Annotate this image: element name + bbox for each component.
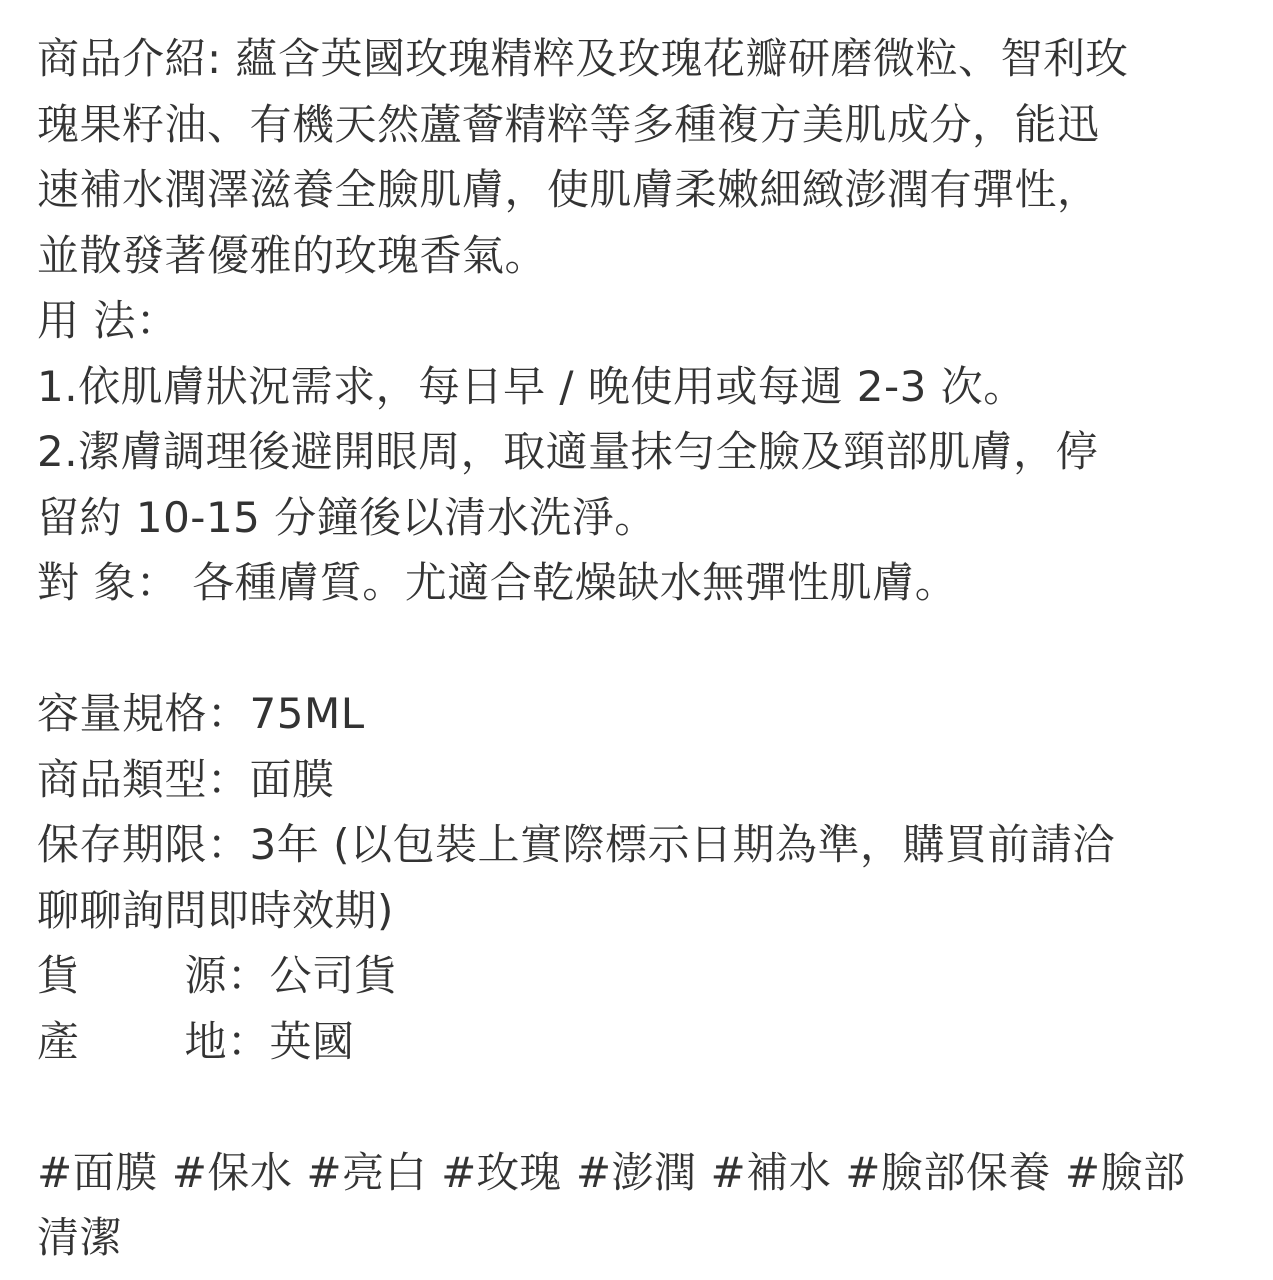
spec-origin-label-a: 產: [37, 1016, 80, 1066]
usage-step-1: 1.依肌膚狀況需求，每日早 / 晚使用或每週 2-3 次。: [37, 361, 1026, 411]
hashtag-list: [37, 1140, 1242, 1206]
hashtag[interactable]: #玫瑰: [441, 1147, 562, 1197]
intro-line-3: 速補水潤澤滋養全臉肌膚，使肌膚柔嫩細緻澎潤有彈性，: [37, 165, 1100, 214]
spec-source-label-b: 源: [184, 951, 227, 1000]
hashtag-cont[interactable]: 清潔: [37, 1213, 123, 1262]
spec-type-label: 商品類型: [37, 754, 208, 804]
usage-step-2-cont: 留約 10-15 分鐘後以清水洗淨。: [37, 492, 657, 542]
target-skin: 對 象： 各種膚質。尤適合乾燥缺水無彈性肌膚。: [37, 558, 958, 607]
spec-type: [37, 747, 1242, 813]
spec-shelf-life-value-cont: 聊聊詢問即時效期): [37, 885, 394, 935]
intro-line-4: 並散發著優雅的玫瑰香氣。: [37, 230, 548, 280]
spec-separator: ：: [207, 689, 250, 738]
spec-type-value: 面膜: [249, 754, 335, 804]
usage-step-2: 2.潔膚調理後避開眼周，取適量抹勻全臉及頸部肌膚，停: [37, 427, 1099, 476]
hashtag[interactable]: #澎潤: [575, 1147, 697, 1197]
spacer: [37, 616, 1242, 682]
hashtag[interactable]: #保水: [171, 1147, 293, 1197]
spec-separator: ：: [207, 754, 250, 804]
spec-shelf-life: [37, 812, 1242, 878]
spec-source-value: 公司貨: [269, 951, 398, 1000]
hashtag[interactable]: #面膜: [37, 1147, 158, 1197]
spacer: [37, 1074, 1242, 1140]
spec-shelf-life-label: 保存期限: [37, 820, 208, 869]
spec-separator: ：: [207, 820, 250, 869]
product-description: [37, 26, 1242, 1271]
usage-heading: 用 法：: [37, 296, 179, 345]
spec-origin: [37, 1009, 1242, 1075]
spec-origin-value: 英國: [269, 1016, 355, 1066]
hashtag[interactable]: #臉部保養: [845, 1147, 1051, 1197]
hashtag[interactable]: #亮白: [306, 1147, 428, 1197]
intro-line-2: 瑰果籽油、有機天然蘆薈精粹等多種複方美肌成分，能迅: [37, 99, 1100, 149]
hashtag[interactable]: #臉部: [1064, 1147, 1186, 1197]
spec-capacity-label: 容量規格: [37, 689, 208, 738]
spec-capacity-value: 75ML: [249, 689, 365, 738]
spec-separator: ：: [227, 1016, 270, 1066]
spec-source-label-a: 貨: [37, 951, 80, 1000]
hashtag[interactable]: #補水: [710, 1147, 832, 1197]
spec-capacity: [37, 681, 1242, 747]
spec-separator: ：: [227, 951, 270, 1000]
spec-shelf-life-value: 3年 (以包裝上實際標示日期為準，購買前請洽: [249, 820, 1115, 869]
intro-line-1: 商品介紹: 蘊含英國玫瑰精粹及玫瑰花瓣研磨微粒、智利玫: [37, 34, 1129, 83]
spec-origin-label-b: 地: [184, 1016, 227, 1066]
spec-source: [37, 943, 1242, 1009]
